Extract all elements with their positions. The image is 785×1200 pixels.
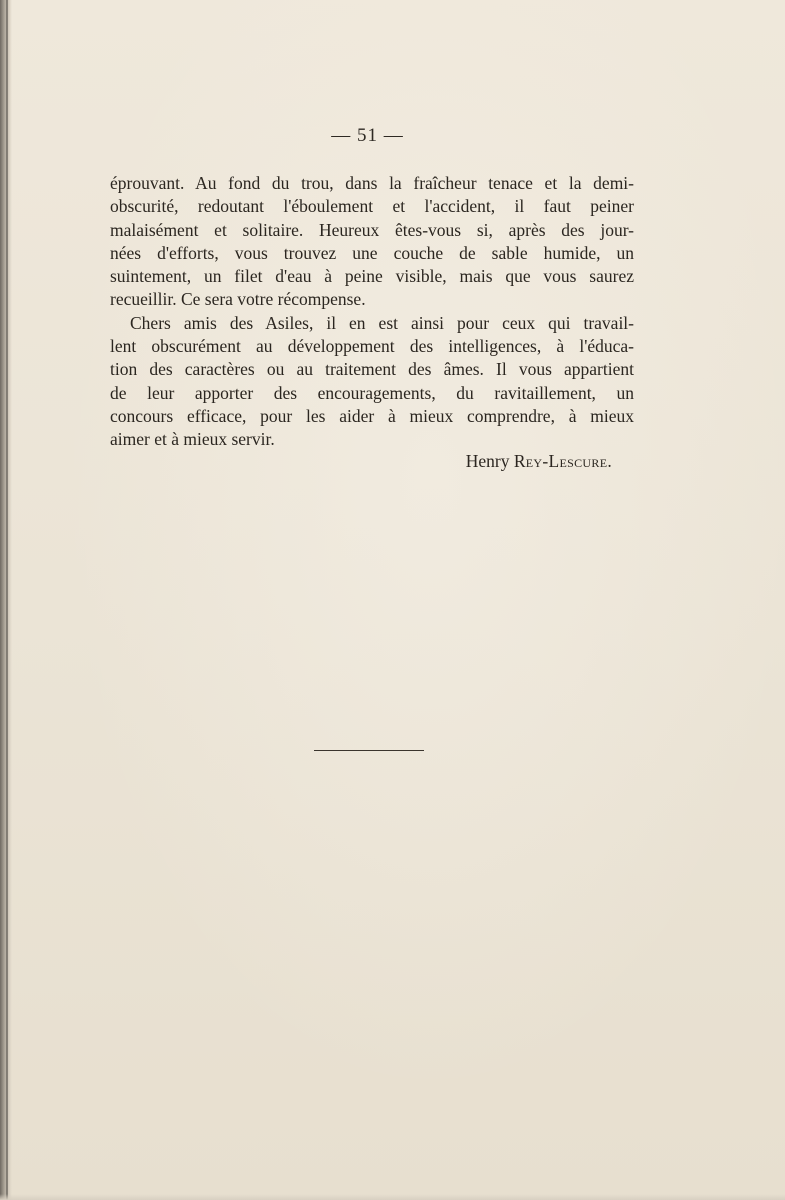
text-line: de leur apporter des encouragements, du ravitaillement, un [110, 382, 634, 403]
text-line: lent obscurément au développement des intelligences, à l'éduca- [110, 336, 634, 357]
text-line: nées d'efforts, vous trouvez une couche de sable humide, un [110, 242, 634, 263]
binding-shadow-line [6, 0, 8, 1200]
paragraph-end-line: recueillir. Ce sera votre récompense. [110, 289, 366, 310]
text-line: obscurité, redoutant l'éboulement et l'accident, il faut peiner [110, 196, 634, 217]
body-text [110, 172, 634, 452]
text-line: éprouvant. Au fond du trou, dans la fraîcheur tenace et la demi- [110, 173, 634, 193]
text-line: tion des caractères ou au traitement des âmes. Il vous appartient [110, 359, 634, 380]
author-signature [300, 450, 612, 473]
author-first-name: Henry [465, 451, 510, 471]
paragraph-end-line: aimer et à mieux servir. [110, 429, 275, 450]
text-line: suintement, un filet d'eau à peine visible, mais que vous saurez [110, 266, 634, 287]
section-divider-rule [314, 750, 424, 751]
text-line: malaisément et solitaire. Heureux êtes-vous si, après des jour- [110, 219, 634, 240]
page-number: — 51 — [331, 125, 404, 146]
text-line: concours efficace, pour les aider à mieux comprendre, à mieux [110, 405, 634, 426]
author-surname: Rey-Lescure. [513, 451, 612, 471]
page-bottom-edge [0, 1194, 785, 1200]
paragraph-start-line: Chers amis des Asiles, il en est ainsi pour ceux qui travail- [130, 312, 634, 333]
